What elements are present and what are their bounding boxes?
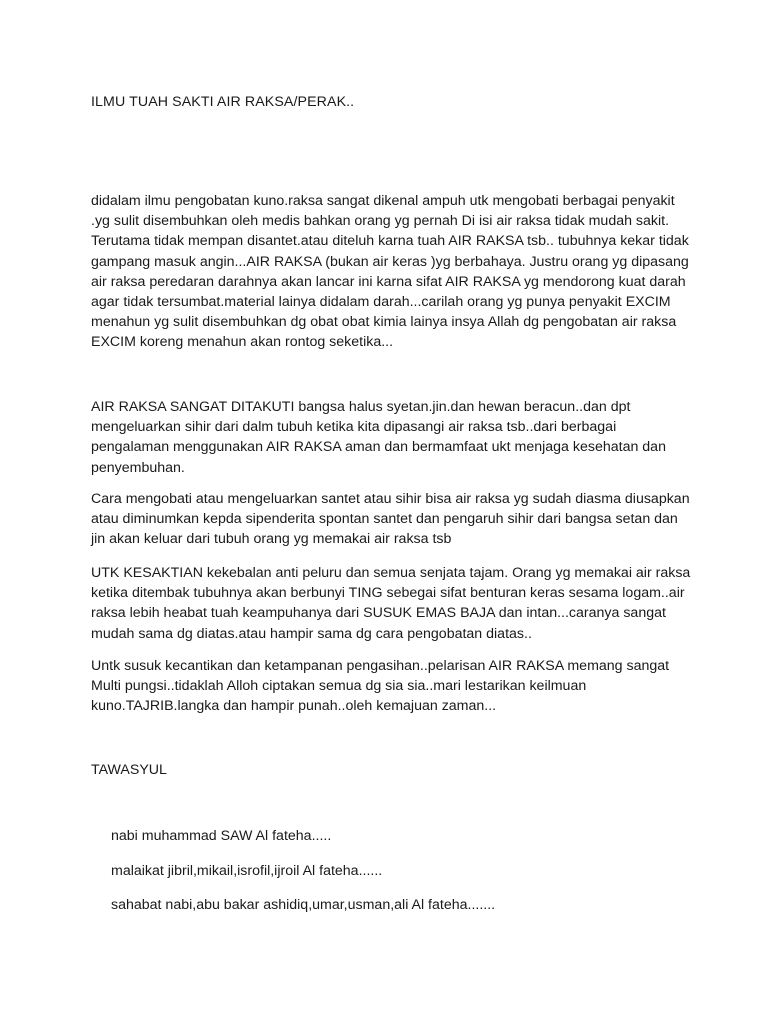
document-title: ILMU TUAH SAKTI AIR RAKSA/PERAK.. [91, 94, 355, 110]
paragraph-pengobatan: didalam ilmu pengobatan kuno.raksa sangat dikenal ampuh utk mengobati berbagai penyakit .yg sulit disembuhkan oleh medis bahkan orang yg pernah Di isi air raksa tidak mudah sakit. Terutama tidak mempan disantet.atau diteluh karna tuah AIR RAKSA tsb.. tubuhnya kekar tidak gampang masuk angin...AIR RAKSA (bukan air keras )yg berbahaya. Justru orang yg dipasang air raksa peredaran darahnya akan lancar ini karna sifat AIR RAKSA yg mendorong kuat darah agar tidak tersumbat.material lainya didalam darah...carilah orang yg punya penyakit EXCIM menahun yg sulit disembuhkan dg obat obat kimia lainya insya Allah dg pengobatan air raksa EXCIM koreng menahun akan rontog seketika... [91, 193, 689, 351]
paragraph-kesaktian: UTK KESAKTIAN kekebalan anti peluru dan semua senjata tajam. Orang yg memakai air raksa ketika ditembak tubuhnya akan berbunyi TING sebegai sifat benturan keras sesama logam..air raksa lebih heabat tuah keampuhanya dari SUSUK EMAS BAJA dan intan...caranya sangat mudah sama dg diatas.atau hampir sama dg cara pengobatan diatas.. [91, 565, 691, 642]
paragraph-cara-mengobati: Cara mengobati atau mengeluarkan santet atau sihir bisa air raksa yg sudah diasma diusapkan atau diminumkan kepda sipenderita spontan santet dan pengaruh sihir dari bangsa setan dan jin akan keluar dari tubuh orang yg memakai air raksa tsb [91, 491, 690, 548]
tawasyul-heading: TAWASYUL [91, 762, 167, 778]
paragraph-susuk: Untk susuk kecantikan dan ketampanan pengasihan..pelarisan AIR RAKSA memang sangat Multi pungsi..tidaklah Alloh ciptakan semua dg sia sia..mari lestarikan keilmuan kuno.TAJRIB.langka dan hampir punah..oleh kemajuan zaman... [91, 658, 670, 715]
tawasyul-item: sahabat nabi,abu bakar ashidiq,umar,usman,ali Al fateha....... [111, 897, 496, 913]
tawasyul-item: malaikat jibril,mikail,isrofil,ijroil Al fateha...... [111, 863, 383, 879]
paragraph-ditakuti: AIR RAKSA SANGAT DITAKUTI bangsa halus syetan.jin.dan hewan beracun..dan dpt mengeluarkan sihir dari dalm tubuh ketika kita dipasangi air raksa tsb..dari berbagai pengalaman menggunakan AIR RAKSA aman dan bermamfaat ukt menjaga kesehatan dan penyembuhan. [91, 399, 666, 476]
tawasyul-item: nabi muhammad SAW Al fateha..... [111, 828, 332, 844]
